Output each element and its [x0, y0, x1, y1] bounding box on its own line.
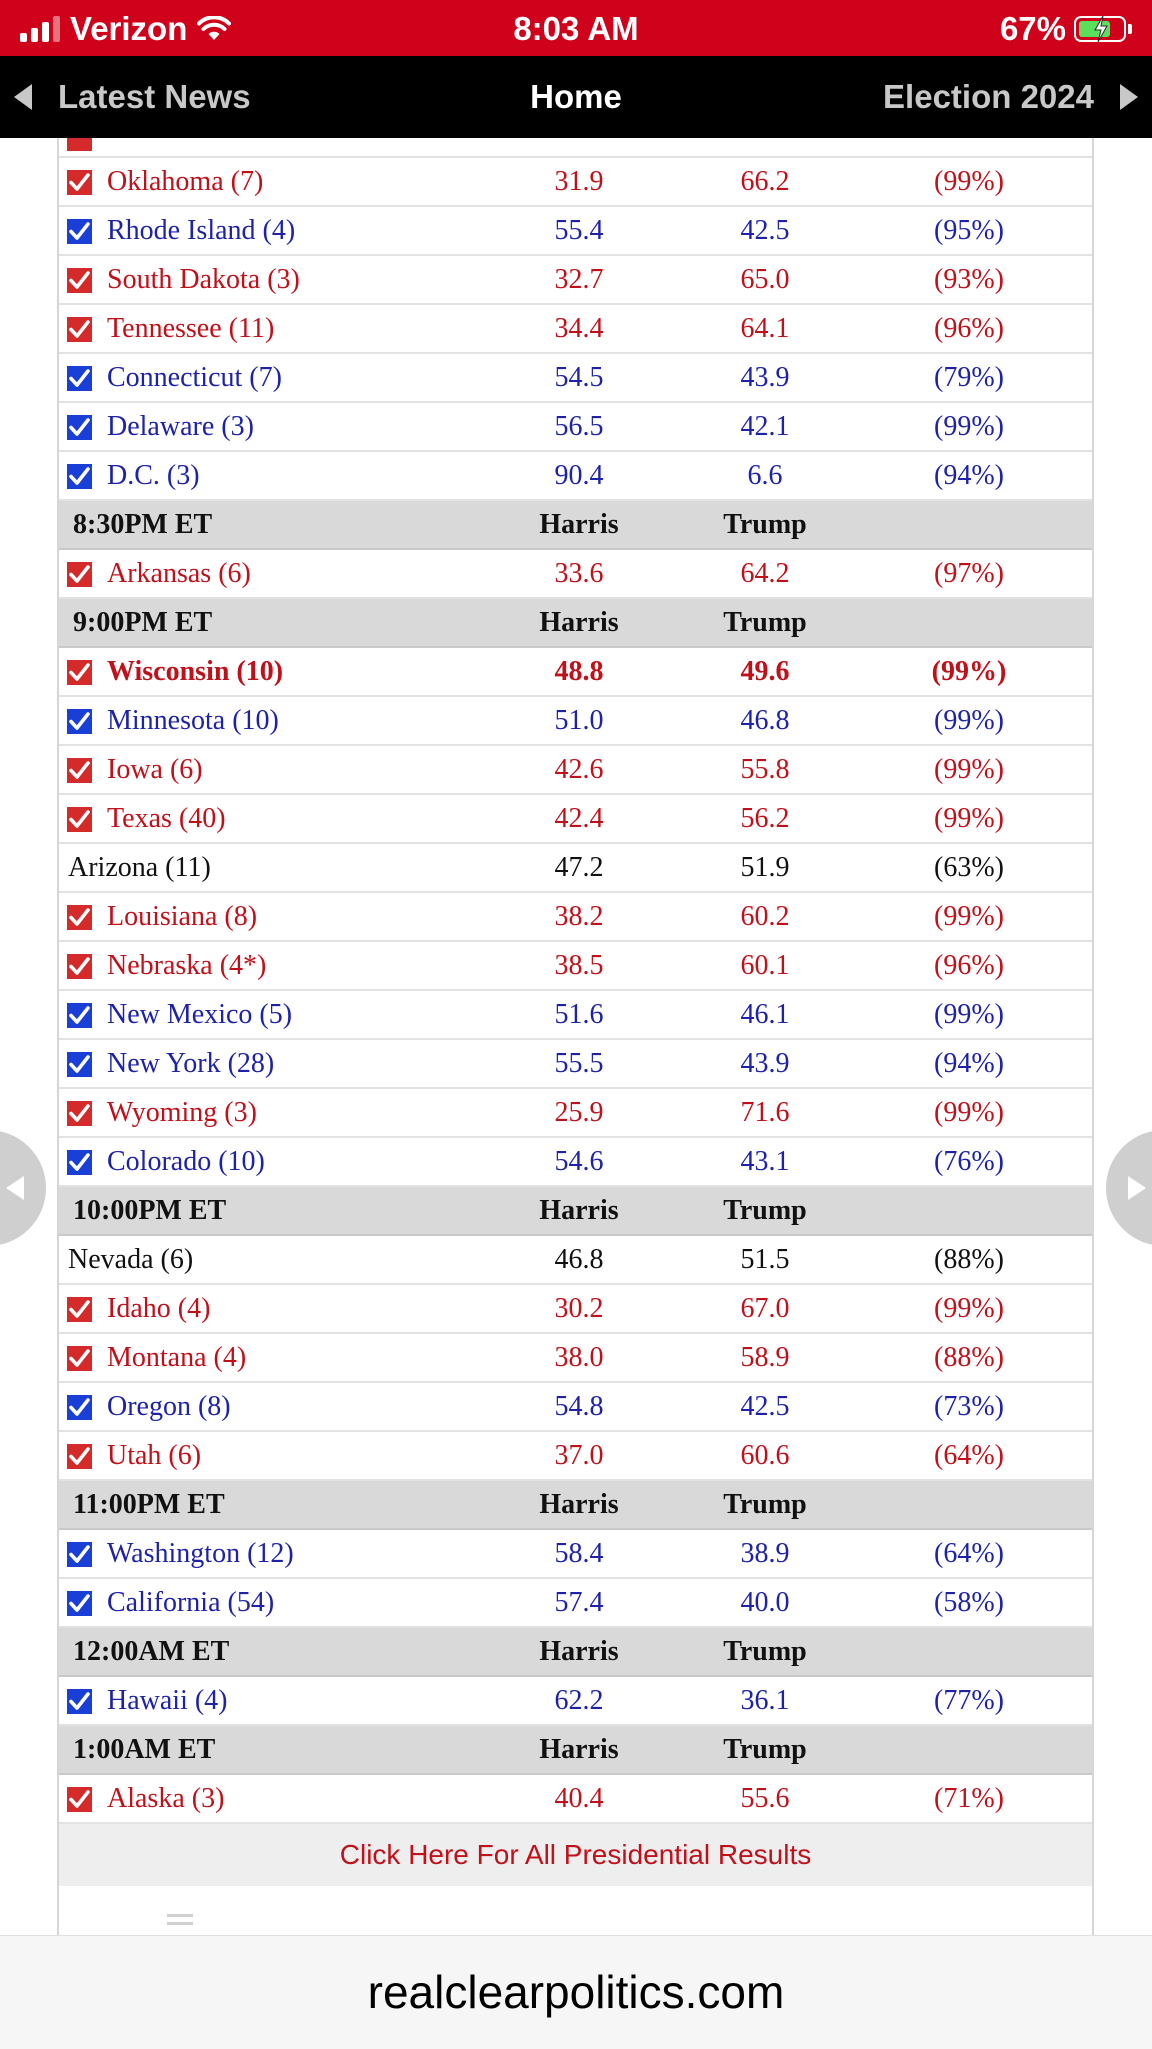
state-name: Washington (12) [107, 1538, 294, 1569]
state-name: Texas (40) [107, 803, 226, 834]
state-row[interactable] [59, 1089, 1092, 1138]
trump-percent: 66.2 [740, 166, 790, 197]
state-row[interactable] [59, 1775, 1092, 1824]
reporting-percent: (58%) [934, 1587, 1004, 1618]
harris-percent: 33.6 [554, 558, 604, 589]
trump-percent: 6.6 [747, 460, 783, 491]
checkbox-blue-icon [67, 219, 92, 244]
trump-percent: 42.5 [740, 215, 790, 246]
state-name: Utah (6) [107, 1440, 202, 1471]
harris-column-header: Harris [539, 1195, 619, 1226]
reporting-percent: (88%) [934, 1244, 1004, 1275]
status-bar [0, 0, 1152, 56]
harris-column-header: Harris [539, 1734, 619, 1765]
reporting-percent: (99%) [934, 1097, 1004, 1128]
state-name: Colorado (10) [107, 1146, 265, 1177]
state-name: D.C. (3) [107, 460, 200, 491]
trump-percent: 51.9 [740, 852, 790, 883]
checkbox-red-icon [67, 660, 92, 685]
state-name: Rhode Island (4) [107, 215, 296, 246]
harris-percent: 31.9 [554, 166, 604, 197]
carrier-name: Verizon [70, 10, 188, 47]
harris-percent: 46.8 [554, 1244, 604, 1275]
reporting-percent: (63%) [934, 852, 1004, 883]
reporting-percent: (71%) [934, 1783, 1004, 1814]
harris-percent: 30.2 [554, 1293, 604, 1324]
reporting-percent: (99%) [934, 705, 1004, 736]
state-name: Delaware (3) [107, 411, 254, 442]
nav-bar [0, 56, 1152, 138]
state-name: New York (28) [107, 1048, 275, 1079]
trump-percent: 56.2 [740, 803, 790, 834]
trump-percent: 65.0 [740, 264, 790, 295]
harris-percent: 90.4 [554, 460, 604, 491]
trump-percent: 42.1 [740, 411, 790, 442]
poll-close-time: 8:30PM ET [73, 509, 213, 540]
clipped-row [59, 138, 1092, 158]
reporting-percent: (94%) [934, 1048, 1004, 1079]
state-name: Louisiana (8) [107, 901, 258, 932]
harris-column-header: Harris [539, 509, 619, 540]
trump-percent: 46.8 [740, 705, 790, 736]
harris-percent: 42.4 [554, 803, 604, 834]
harris-percent: 55.4 [554, 215, 604, 246]
trump-column-header: Trump [723, 509, 807, 540]
site-domain: realclearpolitics.com [367, 1966, 785, 2018]
harris-percent: 42.6 [554, 754, 604, 785]
checkbox-blue-icon [67, 709, 92, 734]
reporting-percent: (94%) [934, 460, 1004, 491]
clock: 8:03 AM [513, 10, 639, 47]
trump-percent: 71.6 [740, 1097, 790, 1128]
reporting-percent: (95%) [934, 215, 1004, 246]
harris-percent: 32.7 [554, 264, 604, 295]
harris-percent: 38.2 [554, 901, 604, 932]
trump-percent: 38.9 [740, 1538, 790, 1569]
poll-close-time: 1:00AM ET [73, 1734, 216, 1765]
checkbox-red-icon [67, 170, 92, 195]
reporting-percent: (76%) [934, 1146, 1004, 1177]
trump-percent: 51.5 [740, 1244, 790, 1275]
trump-percent: 43.9 [740, 1048, 790, 1079]
trump-column-header: Trump [723, 607, 807, 638]
state-row[interactable] [59, 305, 1092, 354]
checkbox-blue-icon [67, 464, 92, 489]
trump-percent: 43.1 [740, 1146, 790, 1177]
trump-percent: 40.0 [740, 1587, 790, 1618]
reporting-percent: (99%) [934, 411, 1004, 442]
battery-icon [1074, 16, 1126, 42]
reporting-percent: (64%) [934, 1538, 1004, 1569]
url-bar[interactable] [0, 1935, 1152, 2049]
reporting-percent: (99%) [931, 656, 1007, 687]
harris-percent: 37.0 [554, 1440, 604, 1471]
harris-percent: 54.8 [554, 1391, 604, 1422]
reporting-percent: (99%) [934, 803, 1004, 834]
harris-percent: 58.4 [554, 1538, 604, 1569]
checkbox-red-icon [67, 954, 92, 979]
state-name: Nevada (6) [68, 1244, 194, 1275]
harris-percent: 51.6 [554, 999, 604, 1030]
harris-column-header: Harris [539, 607, 619, 638]
state-row[interactable] [59, 746, 1092, 795]
nav-next[interactable] [883, 56, 1138, 138]
state-name: Wisconsin (10) [107, 656, 284, 687]
trump-percent: 42.5 [740, 1391, 790, 1422]
nav-prev-label[interactable]: Latest News [58, 78, 251, 115]
harris-percent: 56.5 [554, 411, 604, 442]
checkbox-red-icon [67, 1444, 92, 1469]
reporting-percent: (93%) [934, 264, 1004, 295]
trump-percent: 60.2 [740, 901, 790, 932]
state-name: Tennessee (11) [107, 313, 275, 344]
trump-percent: 58.9 [740, 1342, 790, 1373]
reporting-percent: (64%) [934, 1440, 1004, 1471]
poll-close-time: 11:00PM ET [73, 1489, 225, 1520]
checkbox-blue-icon [67, 366, 92, 391]
checkbox-blue-icon [67, 1591, 92, 1616]
trump-percent: 60.1 [740, 950, 790, 981]
harris-percent: 51.0 [554, 705, 604, 736]
reporting-percent: (73%) [934, 1391, 1004, 1422]
state-row[interactable] [59, 452, 1092, 501]
reporting-percent: (99%) [934, 166, 1004, 197]
checkbox-red-icon [67, 1101, 92, 1126]
state-name: Nebraska (4*) [107, 950, 267, 981]
state-name: Connecticut (7) [107, 362, 282, 393]
checkbox-red-icon [67, 317, 92, 342]
harris-percent: 34.4 [554, 313, 604, 344]
poll-close-time: 12:00AM ET [73, 1636, 230, 1667]
checkbox-blue-icon [67, 1150, 92, 1175]
state-row[interactable] [59, 991, 1092, 1040]
time-slot-header [59, 1481, 1092, 1530]
trump-percent: 43.9 [740, 362, 790, 393]
state-row[interactable] [59, 1236, 1092, 1285]
reporting-percent: (79%) [934, 362, 1004, 393]
state-name: Arizona (11) [68, 852, 211, 883]
poll-close-time: 9:00PM ET [73, 607, 213, 638]
state-row[interactable] [59, 1334, 1092, 1383]
state-name: Wyoming (3) [107, 1097, 257, 1128]
page-next-button[interactable] [1106, 1130, 1152, 1246]
harris-percent: 54.6 [554, 1146, 604, 1177]
checkbox-red-icon [67, 1346, 92, 1371]
state-name: Hawaii (4) [107, 1685, 228, 1716]
harris-column-header: Harris [539, 1636, 619, 1667]
trump-column-header: Trump [723, 1734, 807, 1765]
reporting-percent: (88%) [934, 1342, 1004, 1373]
reporting-percent: (97%) [934, 558, 1004, 589]
battery-percent: 67% [999, 10, 1066, 47]
checkbox-red-icon [67, 268, 92, 293]
state-name: Oregon (8) [107, 1391, 231, 1422]
state-row[interactable] [59, 1579, 1092, 1628]
reporting-percent: (99%) [934, 754, 1004, 785]
battery-group [1000, 10, 1132, 48]
trump-percent: 55.8 [740, 754, 790, 785]
reporting-percent: (77%) [934, 1685, 1004, 1716]
time-slot-header [59, 1187, 1092, 1236]
state-row[interactable] [59, 795, 1092, 844]
checkbox-red-icon [67, 138, 92, 151]
harris-percent: 38.5 [554, 950, 604, 981]
trump-percent: 55.6 [740, 1783, 790, 1814]
trump-column-header: Trump [723, 1195, 807, 1226]
state-row[interactable] [59, 1432, 1092, 1481]
chevron-right-icon [1128, 1176, 1146, 1200]
state-row[interactable] [59, 1285, 1092, 1334]
state-name: Oklahoma (7) [107, 166, 264, 197]
time-slot-header [59, 599, 1092, 648]
state-row[interactable] [59, 1040, 1092, 1089]
state-name: Alaska (3) [107, 1783, 225, 1814]
harris-percent: 40.4 [554, 1783, 604, 1814]
trump-percent: 60.6 [740, 1440, 790, 1471]
page-prev-button[interactable] [0, 1130, 46, 1246]
state-row[interactable] [59, 844, 1092, 893]
harris-percent: 47.2 [554, 852, 604, 883]
state-name: Montana (4) [107, 1342, 247, 1373]
checkbox-red-icon [67, 905, 92, 930]
results-table [57, 138, 1094, 1935]
trump-percent: 67.0 [740, 1293, 790, 1324]
checkbox-blue-icon [67, 415, 92, 440]
state-row[interactable] [59, 158, 1092, 207]
checkbox-blue-icon [67, 1542, 92, 1567]
reporting-percent: (96%) [934, 950, 1004, 981]
reporting-percent: (99%) [934, 1293, 1004, 1324]
state-name: Idaho (4) [107, 1293, 211, 1324]
checkbox-blue-icon [67, 1689, 92, 1714]
state-name: Arkansas (6) [107, 558, 251, 589]
trump-percent: 64.1 [740, 313, 790, 344]
reporting-percent: (99%) [934, 901, 1004, 932]
checkbox-red-icon [67, 1787, 92, 1812]
time-slot-header [59, 1628, 1092, 1677]
state-name: Minnesota (10) [107, 705, 279, 736]
checkbox-red-icon [67, 807, 92, 832]
checkbox-red-icon [67, 758, 92, 783]
trump-column-header: Trump [723, 1636, 807, 1667]
state-row[interactable] [59, 1383, 1092, 1432]
harris-percent: 62.2 [554, 1685, 604, 1716]
harris-percent: 54.5 [554, 362, 604, 393]
checkbox-blue-icon [67, 1395, 92, 1420]
state-name: Iowa (6) [107, 754, 203, 785]
state-row[interactable] [59, 942, 1092, 991]
poll-close-time: 10:00PM ET [73, 1195, 227, 1226]
state-name: South Dakota (3) [107, 264, 300, 295]
nav-current-title: Home [530, 78, 622, 115]
forward-arrow-icon[interactable] [1120, 84, 1138, 110]
checkbox-red-icon [67, 562, 92, 587]
harris-percent: 25.9 [554, 1097, 604, 1128]
trump-percent: 49.6 [740, 656, 790, 687]
menu-icon[interactable] [167, 1914, 193, 1930]
time-slot-header [59, 1726, 1092, 1775]
state-row[interactable] [59, 1530, 1092, 1579]
trump-column-header: Trump [723, 1489, 807, 1520]
next-section-preview [59, 1886, 1092, 1935]
state-row[interactable] [59, 256, 1092, 305]
chevron-left-icon [6, 1176, 24, 1200]
harris-column-header: Harris [539, 1489, 619, 1520]
trump-percent: 64.2 [740, 558, 790, 589]
harris-percent: 38.0 [554, 1342, 604, 1373]
time-slot-header [59, 501, 1092, 550]
reporting-percent: (99%) [934, 999, 1004, 1030]
harris-percent: 48.8 [554, 656, 604, 687]
state-row[interactable] [59, 893, 1092, 942]
checkbox-blue-icon [67, 1003, 92, 1028]
trump-percent: 46.1 [740, 999, 790, 1030]
nav-next-label[interactable]: Election 2024 [883, 78, 1094, 115]
all-presidential-results-link[interactable]: Click Here For All Presidential Results [59, 1824, 1092, 1886]
state-row[interactable] [59, 1677, 1092, 1726]
state-row[interactable] [59, 648, 1092, 697]
state-name: California (54) [107, 1587, 275, 1618]
harris-percent: 55.5 [554, 1048, 604, 1079]
state-row[interactable] [59, 403, 1092, 452]
checkbox-blue-icon [67, 1052, 92, 1077]
charging-bolt-icon [1093, 16, 1109, 42]
state-row[interactable] [59, 697, 1092, 746]
reporting-percent: (96%) [934, 313, 1004, 344]
state-row[interactable] [59, 207, 1092, 256]
state-row[interactable] [59, 550, 1092, 599]
harris-percent: 57.4 [554, 1587, 604, 1618]
battery-tip [1128, 24, 1132, 34]
checkbox-red-icon [67, 1297, 92, 1322]
state-name: New Mexico (5) [107, 999, 293, 1030]
trump-percent: 36.1 [740, 1685, 790, 1716]
state-row[interactable] [59, 1138, 1092, 1187]
state-row[interactable] [59, 354, 1092, 403]
